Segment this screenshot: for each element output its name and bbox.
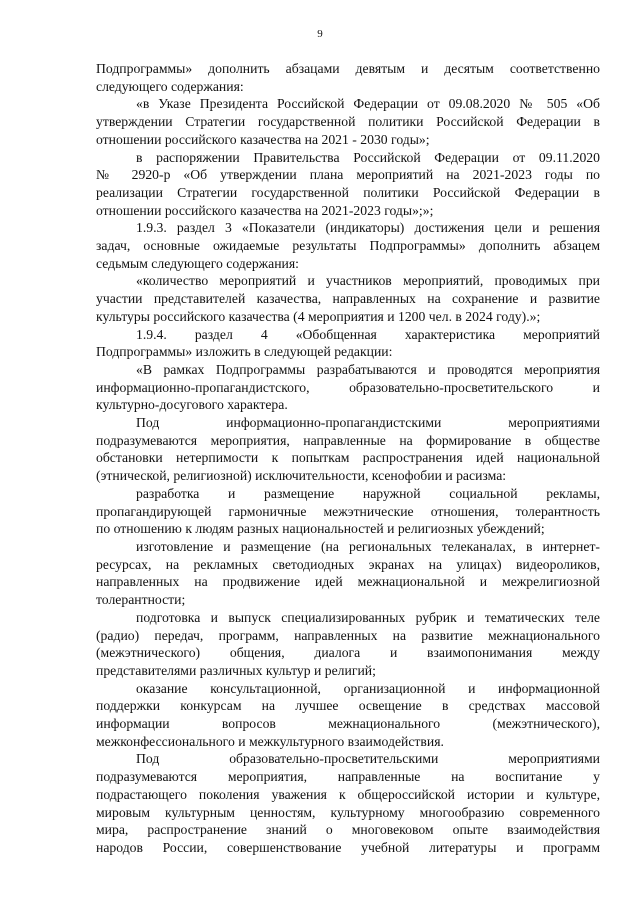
paragraph-line: по отношению к людям разных национальностей и религиозных убеждений; bbox=[96, 521, 545, 537]
paragraph bbox=[96, 414, 600, 485]
paragraph-line: 1.9.4. раздел 4 «Обобщенная характеристика мероприятий bbox=[136, 326, 600, 342]
paragraph-line: культуры российского казачества (4 мероприятия и 1200 чел. в 2024 году).»; bbox=[96, 308, 541, 324]
paragraph-line: ресурсах, на рекламных светодиодных экранах на улицах) видеороликов, bbox=[96, 556, 600, 572]
paragraph bbox=[96, 326, 600, 361]
paragraph bbox=[96, 272, 600, 325]
paragraph bbox=[96, 219, 600, 272]
paragraph-line: подготовка и выпуск специализированных рубрик и тематических теле bbox=[136, 609, 600, 625]
paragraph bbox=[96, 95, 600, 148]
paragraph-line: «количество мероприятий и участников мероприятий, проводимых при bbox=[136, 273, 600, 289]
paragraph-line: участии представителей казачества, направленных на сохранение и развитие bbox=[96, 291, 600, 307]
paragraph-line: Под информационно-пропагандистскими мероприятиями bbox=[136, 415, 600, 431]
paragraph-line: подразумеваются мероприятия, направленные на воспитание у bbox=[96, 769, 600, 785]
paragraph-line: толерантности; bbox=[96, 592, 186, 608]
paragraph-line: разработка и размещение наружной социальной рекламы, bbox=[136, 485, 600, 501]
paragraph-line: оказание консультационной, организационной и информационной bbox=[136, 680, 600, 696]
paragraph bbox=[96, 361, 600, 414]
paragraph-line: поддержки конкурсам на лучшее освещение в средствах массовой bbox=[96, 698, 600, 714]
paragraph-line: задач, основные ожидаемые результаты Подпрограммы» дополнить абзацем bbox=[96, 238, 600, 254]
paragraph-line: информационно-пропагандистского, образовательно-просветительского и bbox=[96, 379, 600, 395]
paragraph-line: подразумеваются мероприятия, направленные на формирование в обществе bbox=[96, 432, 600, 448]
paragraph-line: направленных на продвижение идей межнациональной и межрелигиозной bbox=[96, 574, 600, 590]
paragraph-line: информации вопросов межнационального (межэтнического), bbox=[96, 716, 600, 732]
paragraph-line: отношении российского казачества на 2021-2023 годы»;»; bbox=[96, 202, 434, 218]
paragraph-line: реализации Стратегии государственной политики Российской Федерации в bbox=[96, 184, 600, 200]
paragraph-line: представителями различных культур и религий; bbox=[96, 662, 376, 678]
paragraph-line: народов России, совершенствование учебной литературы и программ bbox=[96, 839, 600, 855]
paragraph bbox=[96, 149, 600, 220]
paragraph bbox=[96, 750, 600, 856]
paragraph-line: (радио) передач, программ, направленных на развитие межнационального bbox=[96, 627, 600, 643]
paragraph bbox=[96, 538, 600, 609]
paragraph-line: обстановки нетерпимости к попыткам распространения идей национальной bbox=[96, 450, 600, 466]
paragraph bbox=[96, 60, 600, 95]
page-number: 9 bbox=[317, 28, 323, 40]
paragraph-line: Подпрограммы» дополнить абзацами девятым и десятым соответственно bbox=[96, 61, 600, 76]
paragraph-line: № 2920-р «Об утверждении плана мероприятий на 2021-2023 годы по bbox=[96, 167, 600, 183]
paragraph bbox=[96, 680, 600, 751]
paragraph-line: мира, распространение знаний о многовековом опыте взаимодействия bbox=[96, 822, 600, 838]
paragraph-line: межконфессионального и межкультурного взаимодействия. bbox=[96, 733, 444, 749]
paragraph-line: культурно-досугового характера. bbox=[96, 397, 288, 413]
paragraph-line: в распоряжении Правительства Российской Федерации от 09.11.2020 bbox=[136, 149, 600, 165]
paragraph-line: отношении российского казачества на 2021 - 2030 годы»; bbox=[96, 131, 430, 147]
paragraph-line: подрастающего поколения уважения к общероссийской истории и культуре, bbox=[96, 786, 600, 802]
document-body bbox=[96, 60, 600, 857]
paragraph-line: пропагандирующей гармоничные межэтнические отношения, толерантность bbox=[96, 503, 600, 519]
paragraph-line: изготовление и размещение (на региональных телеканалах, в интернет- bbox=[136, 538, 600, 554]
paragraph-line: «в Указе Президента Российской Федерации от 09.08.2020 № 505 «Об bbox=[136, 96, 600, 112]
paragraph-line: седьмым следующего содержания: bbox=[96, 255, 299, 271]
paragraph-line: (межэтнического) общения, диалога и взаимопонимания между bbox=[96, 645, 600, 661]
paragraph-line: 1.9.3. раздел 3 «Показатели (индикаторы) достижения цели и решения bbox=[136, 220, 600, 236]
paragraph-line: следующего содержания: bbox=[96, 78, 244, 94]
paragraph-line: мировым культурным ценностям, культурному многообразию современного bbox=[96, 804, 600, 820]
paragraph-line: Под образовательно-просветительскими мероприятиями bbox=[136, 751, 600, 767]
paragraph bbox=[96, 609, 600, 680]
paragraph-line: утверждении Стратегии государственной политики Российской Федерации в bbox=[96, 114, 600, 130]
paragraph-line: Подпрограммы» изложить в следующей редакции: bbox=[96, 344, 393, 360]
paragraph-line: «В рамках Подпрограммы разрабатываются и проводятся мероприятия bbox=[136, 361, 600, 377]
paragraph-line: (этнической, религиозной) исключительности, ксенофобии и расизма: bbox=[96, 468, 507, 484]
paragraph bbox=[96, 485, 600, 538]
